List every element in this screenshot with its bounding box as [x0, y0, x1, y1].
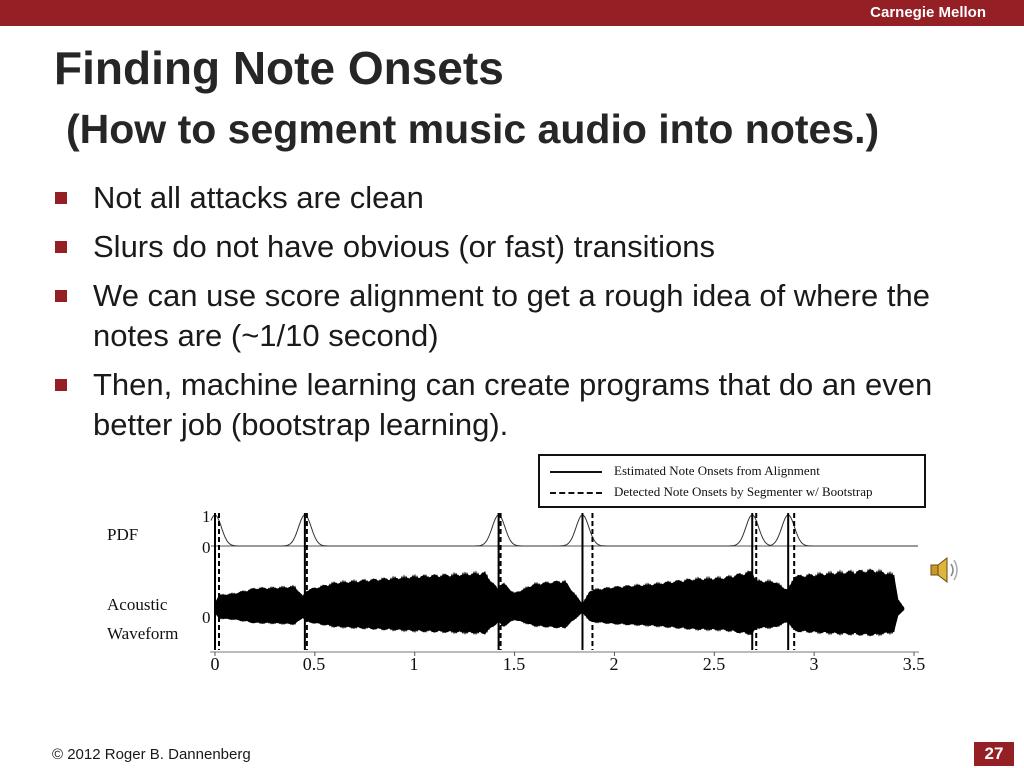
bullet-text: Slurs do not have obvious (or fast) transitions	[93, 229, 716, 264]
bullet-square-icon	[55, 241, 67, 253]
brand-label: Carnegie Mellon	[870, 4, 986, 21]
bullet-square-icon	[55, 379, 67, 391]
bullet-item	[52, 365, 982, 445]
bullet-square-icon	[55, 290, 67, 302]
acoustic-waveform	[215, 569, 904, 636]
bullet-square-icon	[55, 192, 67, 204]
bullet-item	[52, 227, 982, 267]
x-tick-label: 2.5	[702, 654, 726, 674]
pdf-tick-1: 1	[202, 507, 211, 526]
pdf-label: PDF	[107, 525, 139, 544]
page-number: 27	[974, 742, 1014, 766]
wave-tick-0: 0	[202, 608, 211, 627]
slide-subtitle: (How to segment music audio into notes.)	[66, 106, 880, 152]
bullet-text: Then, machine learning can create programs that do an even better job (bootstrap learning).	[93, 367, 933, 442]
legend-solid-line	[550, 471, 602, 473]
acoustic-label: Acoustic	[107, 595, 168, 614]
x-tick-label: 0	[210, 654, 220, 674]
footer-copyright: © 2012 Roger B. Dannenberg	[52, 746, 251, 763]
legend-label-dashed: Detected Note Onsets by Segmenter w/ Bootstrap	[614, 484, 873, 499]
legend-label-solid: Estimated Note Onsets from Alignment	[614, 463, 820, 478]
x-tick-label: 3.5	[902, 654, 926, 674]
x-tick-label: 2	[609, 654, 619, 674]
x-tick-label: 1	[409, 654, 419, 674]
onset-figure	[100, 452, 970, 680]
bullet-list	[52, 178, 982, 454]
x-tick-label: 3	[809, 654, 819, 674]
bullet-item	[52, 178, 982, 218]
top-bar	[0, 0, 1024, 26]
bullet-text: We can use score alignment to get a rough idea of where the notes are (~1/10 second)	[93, 278, 930, 353]
waveform-label: Waveform	[107, 624, 179, 643]
legend-dashed-line	[550, 492, 602, 494]
bullet-text: Not all attacks are clean	[93, 180, 424, 215]
pdf-tick-0: 0	[202, 538, 211, 557]
slide-title: Finding Note Onsets	[54, 42, 504, 94]
pdf-curve	[211, 515, 918, 546]
legend	[538, 454, 926, 508]
speaker-icon[interactable]	[928, 554, 962, 586]
bullet-item	[52, 276, 982, 356]
x-tick-label: 0.5	[302, 654, 326, 674]
x-tick-label: 1.5	[502, 654, 526, 674]
